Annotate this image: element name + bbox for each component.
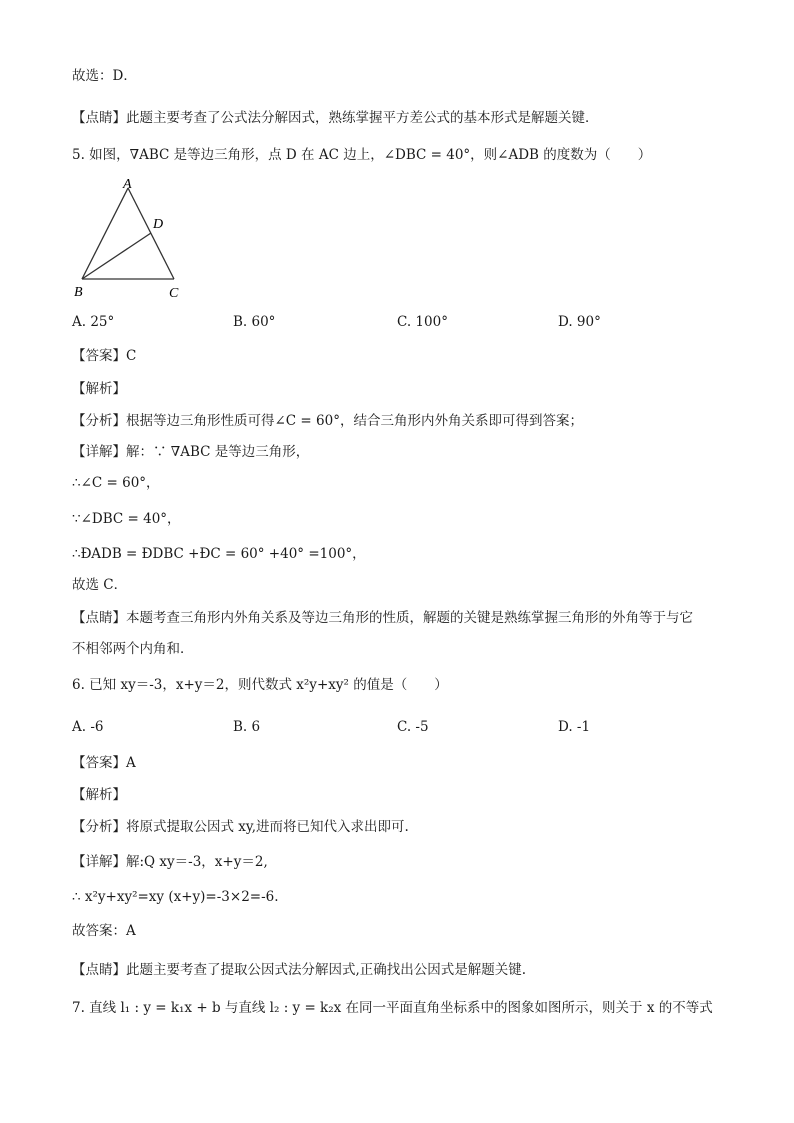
q5-answer	[72, 347, 136, 365]
q6-analysis-tag: 【解析】	[72, 787, 126, 803]
q5-option-c: C. 100°	[397, 314, 448, 330]
q5-step-1	[72, 443, 309, 461]
q6-option-a: A. -6	[72, 719, 104, 735]
comment-tag: 【点睛】	[72, 110, 126, 126]
q6-stem: 6. 已知 xy＝-3，x+y＝2，则代数式 x²y+xy² 的值是（ ）	[72, 677, 448, 693]
q6-option-c: C. -5	[397, 719, 429, 735]
label-d: D	[153, 217, 164, 232]
q6-option-b: B. 6	[233, 719, 261, 735]
q5-fenxi	[72, 412, 583, 430]
q5-option-d: D. 90°	[558, 314, 601, 330]
triangle-figure	[70, 176, 190, 304]
q6-step-2: ∴ x²y+xy²=xy (x+y)=-3×2=-6.	[72, 889, 279, 905]
step-text: 解：∵ ∇ABC 是等边三角形，	[126, 444, 310, 460]
answer-value: C	[126, 348, 137, 364]
q5-step-4: ∴ÐADB = ÐDBC +ÐC = 60° +40° =100°，	[72, 546, 366, 562]
xiangjie-tag: 【详解】	[72, 854, 126, 870]
comment-text: 此题主要考查了公式法分解因式，熟练掌握平方差公式的基本形式是解题关键．	[126, 110, 599, 126]
xiangjie-tag: 【详解】	[72, 444, 126, 460]
label-b: B	[74, 285, 83, 300]
label-a: A	[123, 177, 132, 192]
comment-tag: 【点睛】	[72, 610, 126, 626]
comment-text: 本题考查三角形内外角关系及等边三角形的性质，解题的关键是熟练掌握三角形的外角等于与它	[126, 610, 693, 626]
q5-option-a: A. 25°	[72, 314, 115, 330]
q5-comment-line-2: 不相邻两个内角和．	[72, 641, 194, 657]
q4-choice: 故选：D．	[72, 68, 137, 84]
comment-tag: 【点睛】	[72, 962, 126, 978]
answer-value: A	[126, 755, 136, 771]
step-text: 解:Q xy＝-3，x+y＝2,	[126, 854, 268, 870]
q5-choice: 故选 C．	[72, 577, 128, 593]
q6-option-d: D. -1	[558, 719, 591, 735]
fenxi-tag: 【分析】	[72, 413, 126, 429]
q6-fenxi	[72, 818, 409, 836]
q5-option-b: B. 60°	[233, 314, 276, 330]
q5-comment-line-1	[72, 609, 693, 627]
fenxi-tag: 【分析】	[72, 819, 126, 835]
fenxi-text: 将原式提取公因式 xy,进而将已知代入求出即可.	[126, 819, 409, 835]
comment-text: 此题主要考查了提取公因式法分解因式,正确找出公因式是解题关键.	[126, 962, 527, 978]
q6-choice: 故答案：A	[72, 923, 136, 939]
q4-comment	[72, 109, 599, 127]
answer-tag: 【答案】	[72, 348, 126, 364]
label-c: C	[169, 286, 179, 301]
q6-comment	[72, 961, 526, 979]
q7-stem: 7. 直线 l₁ : y = k₁x + b 与直线 l₂ : y = k₂x 在同一平面直角坐标系中的图象如图所示，则关于 x 的不等式	[72, 1000, 713, 1016]
fenxi-text: 根据等边三角形性质可得∠C = 60°，结合三角形内外角关系即可得到答案；	[126, 413, 583, 429]
q6-answer	[72, 754, 136, 772]
answer-tag: 【答案】	[72, 755, 126, 771]
q5-analysis-tag: 【解析】	[72, 381, 126, 397]
q5-step-2: ∴∠C = 60°，	[72, 475, 160, 491]
q6-step-1	[72, 853, 268, 871]
q5-stem: 5. 如图，∇ABC 是等边三角形，点 D 在 AC 边上，∠DBC = 40°，则∠ADB 的度数为（ ）	[72, 147, 652, 163]
q5-step-3: ∵∠DBC = 40°，	[72, 511, 181, 527]
